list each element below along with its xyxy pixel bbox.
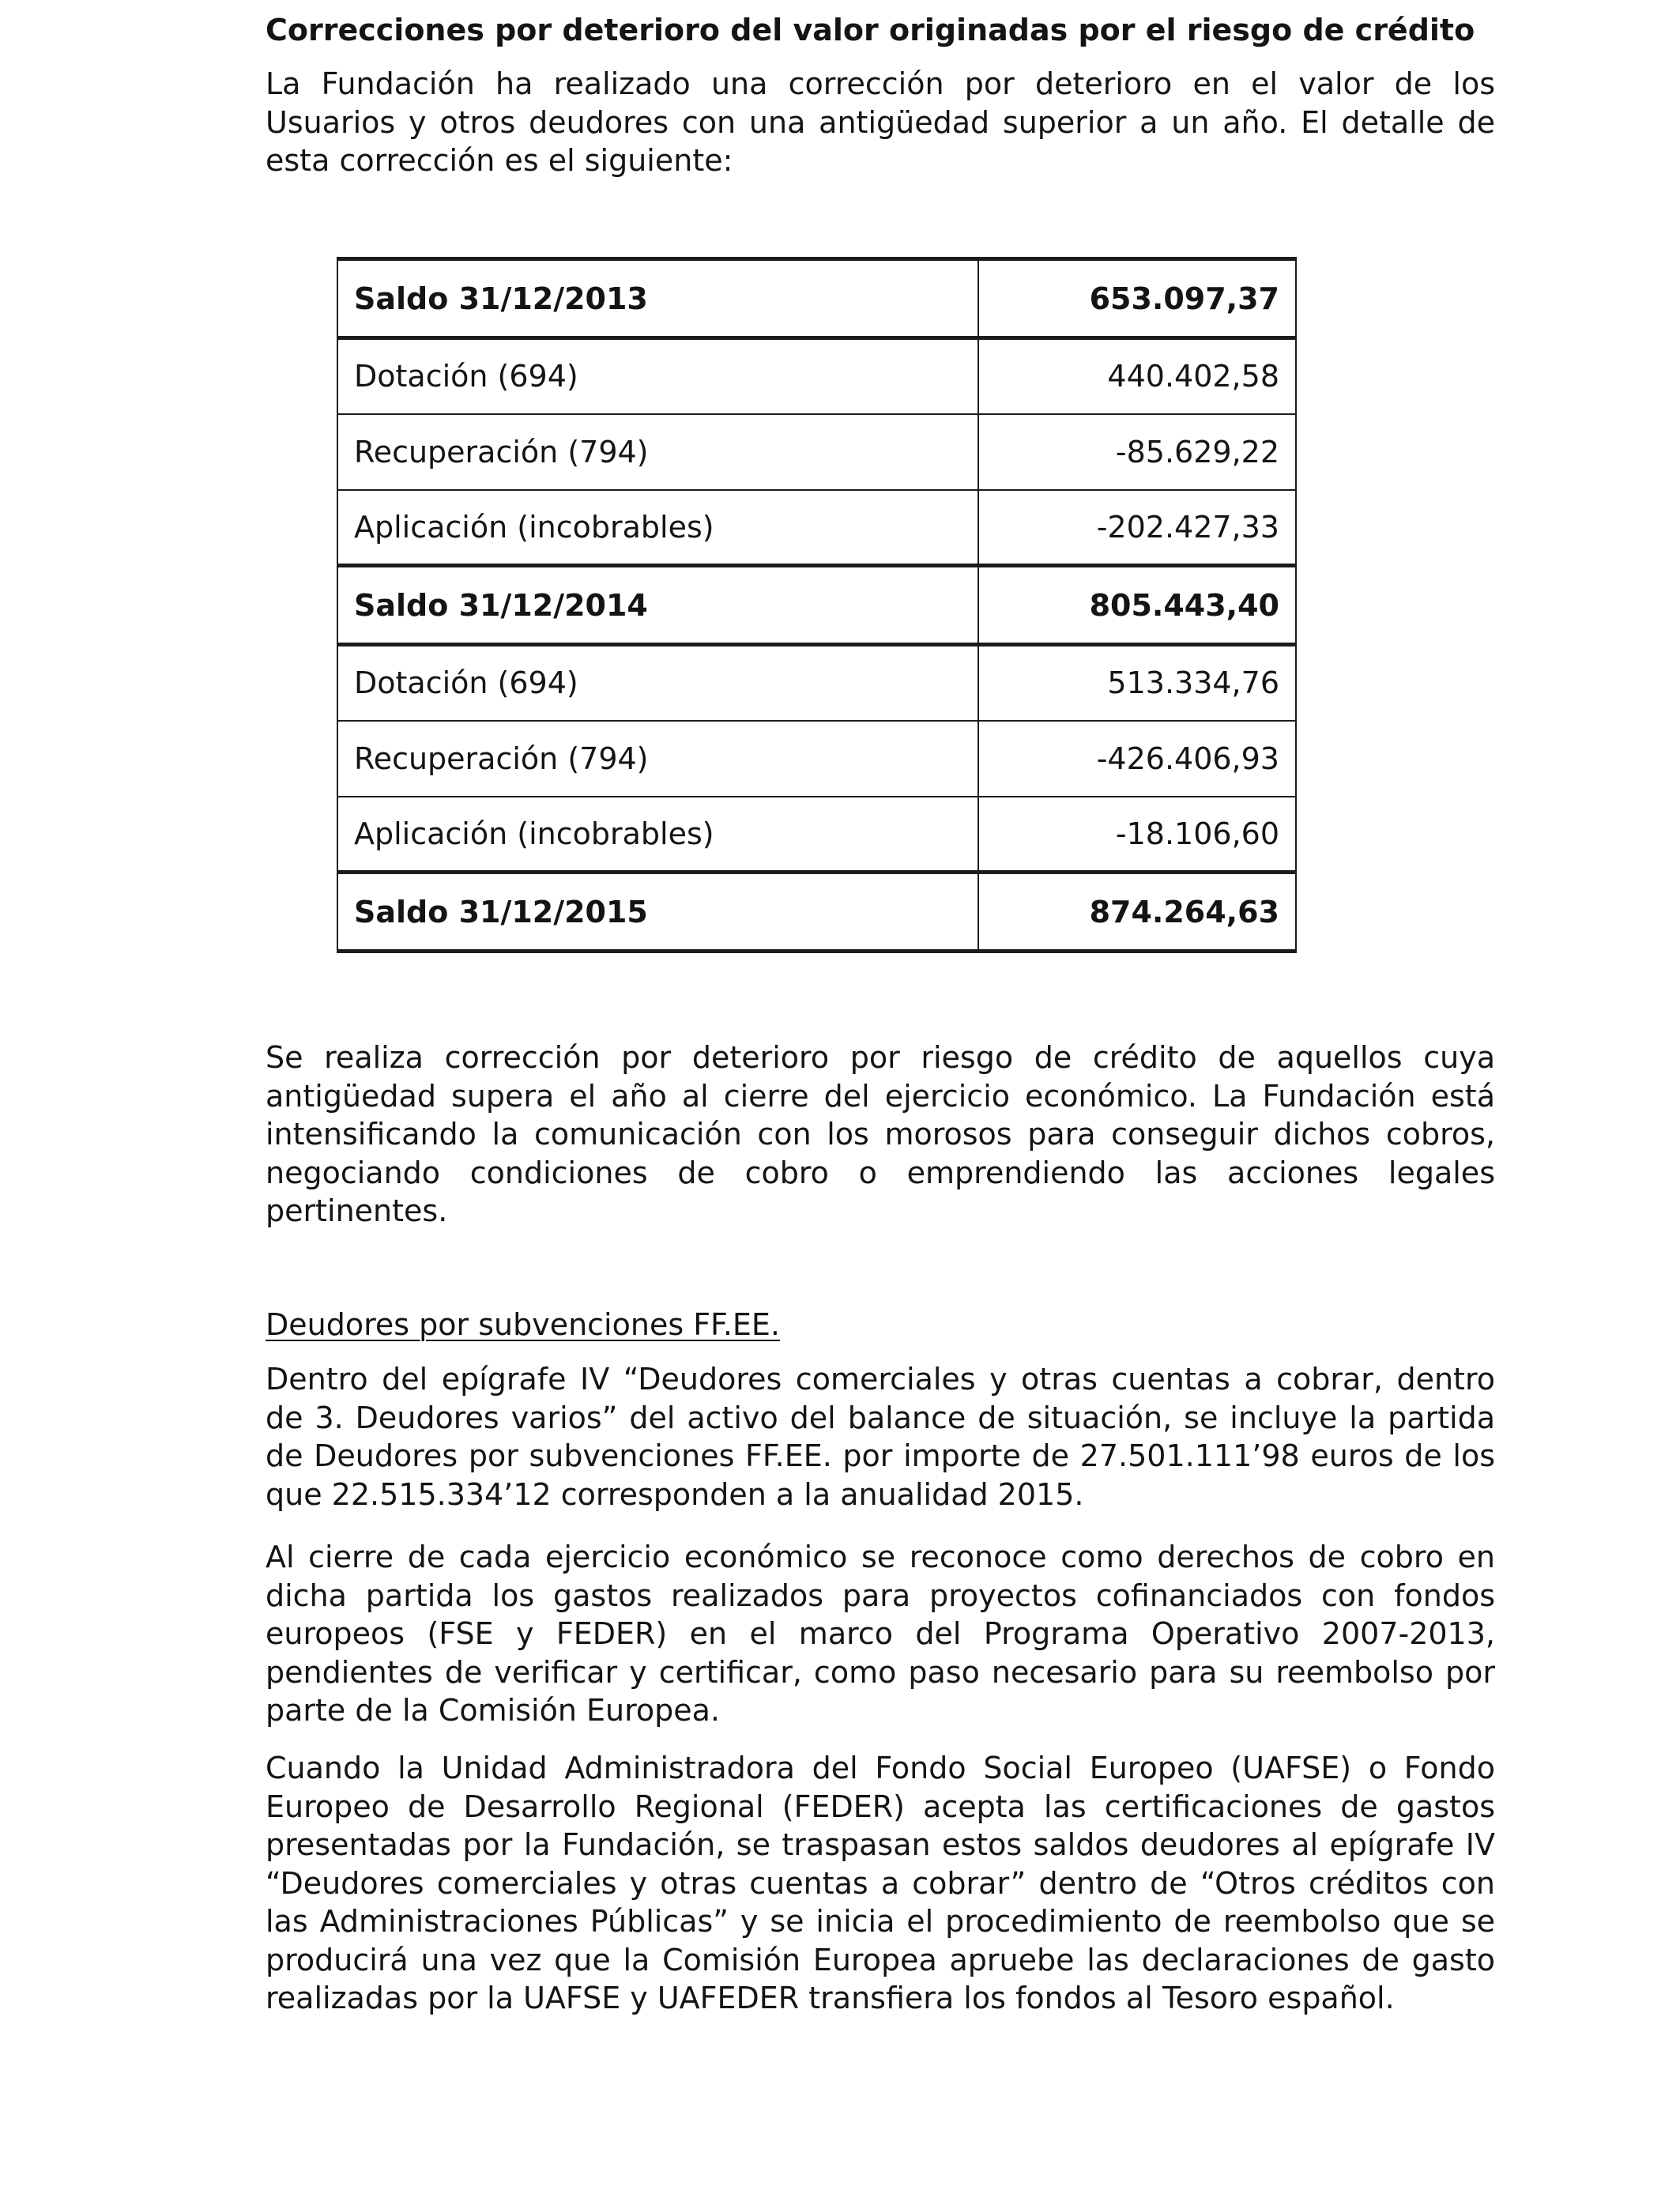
table-row bbox=[337, 414, 1296, 490]
table-row bbox=[337, 490, 1296, 566]
row-value: 513.334,76 bbox=[978, 645, 1296, 721]
table-row bbox=[337, 645, 1296, 721]
deudores-paragraph-1: Dentro del epígrafe IV “Deudores comerciales y otras cuentas a cobrar, dentro de 3. Deudores varios” del activo del balance de situación, se incluye la partida de Deudores por subvenciones FF.EE. por importe de 27.501.111’98 euros de los que 22.515.334’12 corresponden a la anualidad 2015. bbox=[266, 1362, 1495, 1512]
row-label: Recuperación (794) bbox=[337, 721, 978, 797]
table-row bbox=[337, 338, 1296, 414]
section-heading: Correcciones por deterioro del valor originadas por el riesgo de crédito bbox=[266, 13, 1475, 47]
deudores-paragraph-3: Cuando la Unidad Administradora del Fondo Social Europeo (UAFSE) o Fondo Europeo de Desarrollo Regional (FEDER) acepta las certificaciones de gastos presentadas por la Fundación, se traspasan estos saldos deudores al epígrafe IV “Deudores comerciales y otras cuentas a cobrar” dentro de “Otros créditos con las Administraciones Públicas” y se inicia el procedimiento de reembolso que se producirá una vez que la Comisión Europea apruebe las declaraciones de gasto realizadas por la UAFSE y UAFEDER transfiera los fondos al Tesoro español. bbox=[266, 1751, 1495, 2015]
row-label: Saldo 31/12/2014 bbox=[337, 566, 978, 645]
table-row bbox=[337, 259, 1296, 338]
impairment-table bbox=[337, 257, 1297, 953]
row-label: Recuperación (794) bbox=[337, 414, 978, 490]
row-value: -85.629,22 bbox=[978, 414, 1296, 490]
table-row bbox=[337, 721, 1296, 797]
impairment-explanation-paragraph: Se realiza corrección por deterioro por riesgo de crédito de aquellos cuya antigüedad supera el año al cierre del ejercicio económico. La Fundación está intensificando la comunicación con los morosos para conseguir dichos cobros, negociando condiciones de cobro o emprendiendo las acciones legales pertinentes. bbox=[266, 1040, 1495, 1228]
row-value: -426.406,93 bbox=[978, 721, 1296, 797]
row-value: -18.106,60 bbox=[978, 797, 1296, 873]
table-row bbox=[337, 797, 1296, 873]
intro-paragraph: La Fundación ha realizado una corrección por deterioro en el valor de los Usuarios y otros deudores con una antigüedad superior a un año. El detalle de esta corrección es el siguiente: bbox=[266, 66, 1495, 178]
row-label: Saldo 31/12/2013 bbox=[337, 259, 978, 338]
row-label: Dotación (694) bbox=[337, 338, 978, 414]
row-value: 874.264,63 bbox=[978, 873, 1296, 952]
deudores-paragraph-2: Al cierre de cada ejercicio económico se reconoce como derechos de cobro en dicha partida los gastos realizados para proyectos cofinanciados con fondos europeos (FSE y FEDER) en el marco del Programa Operativo 2007-2013, pendientes de verificar y certificar, como paso necesario para su reembolso por parte de la Comisión Europea. bbox=[266, 1540, 1495, 1728]
table-row bbox=[337, 566, 1296, 645]
row-value: 805.443,40 bbox=[978, 566, 1296, 645]
row-value: -202.427,33 bbox=[978, 490, 1296, 566]
row-label: Saldo 31/12/2015 bbox=[337, 873, 978, 952]
row-value: 440.402,58 bbox=[978, 338, 1296, 414]
table-row bbox=[337, 873, 1296, 952]
row-label: Dotación (694) bbox=[337, 645, 978, 721]
row-value: 653.097,37 bbox=[978, 259, 1296, 338]
row-label: Aplicación (incobrables) bbox=[337, 490, 978, 566]
subsection-heading: Deudores por subvenciones FF.EE. bbox=[266, 1307, 780, 1342]
row-label: Aplicación (incobrables) bbox=[337, 797, 978, 873]
